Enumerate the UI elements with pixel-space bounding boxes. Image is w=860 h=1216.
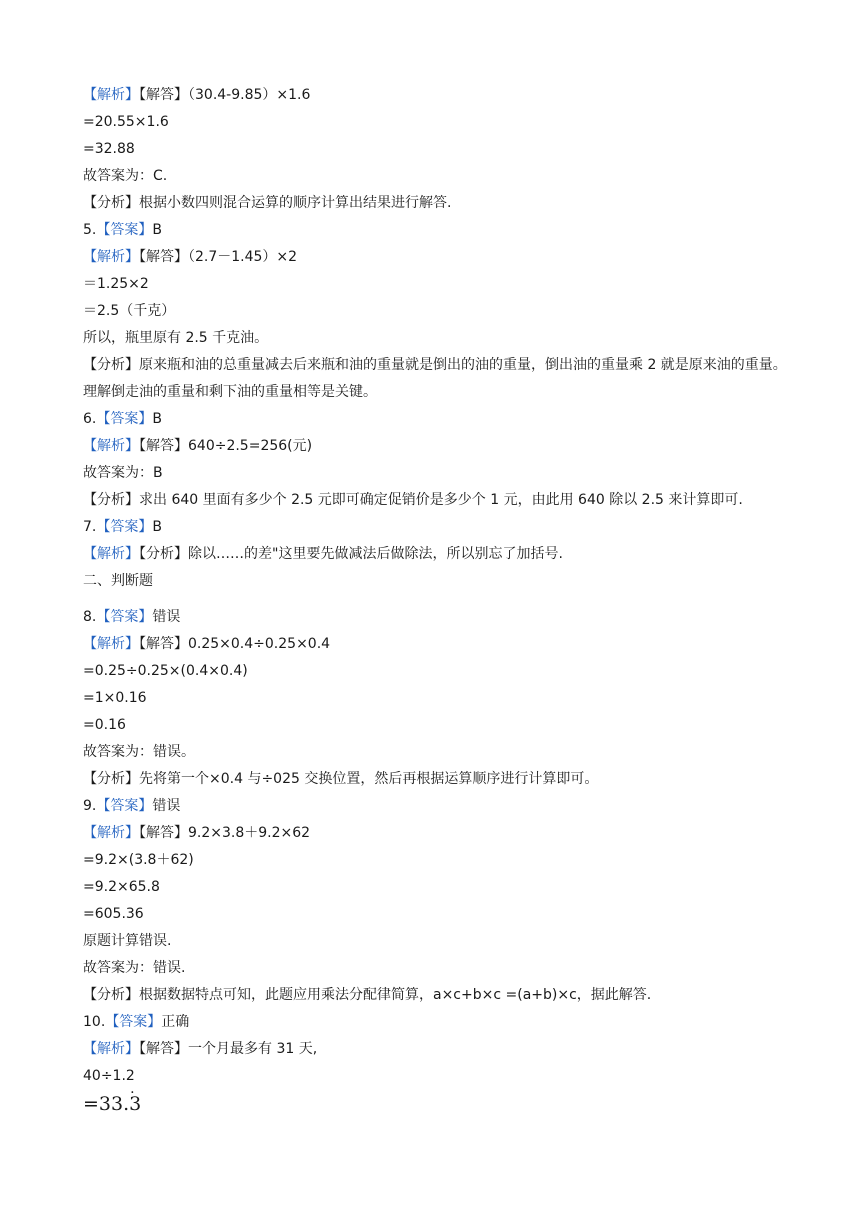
- q7-analysis: [83, 541, 800, 568]
- q6-analysis: [83, 487, 800, 514]
- tag-fenxi: 【分析】: [83, 771, 139, 787]
- q10-answer: 正确: [161, 1014, 190, 1030]
- tag-daan: 【答案】: [96, 609, 153, 625]
- q4-conclusion: 故答案为：C.: [83, 168, 168, 184]
- q6-number: 6.: [83, 411, 97, 427]
- tag-jieda: 【解答】: [139, 249, 188, 265]
- q4-analysis-text: 根据小数四则混合运算的顺序计算出结果进行解答.: [139, 195, 452, 211]
- q4-analysis: [83, 190, 800, 217]
- q10-step-2: [83, 1091, 800, 1118]
- q5-step-1: ＝1.25×2: [83, 276, 149, 292]
- q10-number: 10.: [83, 1014, 106, 1030]
- q9-answer: 错误: [152, 798, 181, 814]
- tag-fenxi: 【分析】: [83, 987, 139, 1003]
- tag-jiexi: 【解析】: [83, 546, 139, 562]
- q5-number: 5.: [83, 222, 97, 238]
- q6-answer-line: [83, 406, 800, 433]
- tag-fenxi: 【分析】: [139, 546, 188, 562]
- q9-step-2: =9.2×65.8: [83, 879, 160, 895]
- q9-analysis-text: 根据数据特点可知，此题应用乘法分配律简算，a×c+b×c =(a+b)×c，据此解答.: [139, 987, 652, 1003]
- tag-jieda: 【解答】: [139, 438, 188, 454]
- q4-step-1: =20.55×1.6: [83, 114, 169, 130]
- q7-number: 7.: [83, 519, 97, 535]
- q8-analysis-text: 先将第一个×0.4 与÷025 交换位置，然后再根据运算顺序进行计算即可。: [139, 771, 599, 787]
- q10-expr: 一个月最多有 31 天,: [188, 1041, 318, 1057]
- q10-step-2-prefix: =33.: [83, 1093, 130, 1115]
- q5-answer-line: [83, 217, 800, 244]
- tag-daan: 【答案】: [96, 411, 153, 427]
- q5-conclusion: 所以，瓶里原有 2.5 千克油。: [83, 330, 269, 346]
- q7-answer: B: [152, 519, 162, 535]
- q9-analysis: [83, 982, 800, 1009]
- q5-answer: B: [152, 222, 162, 238]
- q8-answer: 错误: [152, 609, 181, 625]
- tag-daan: 【答案】: [105, 1014, 162, 1030]
- q5-step-2: ＝2.5（千克）: [83, 303, 176, 319]
- q4-expr: （30.4-9.85）×1.6: [188, 87, 311, 103]
- tag-jieda: 【解答】: [139, 636, 188, 652]
- tag-jiexi: 【解析】: [83, 1041, 139, 1057]
- q9-step-1: =9.2×(3.8＋62): [83, 852, 194, 868]
- repeating-digit: 3 ·: [129, 1093, 141, 1115]
- q4-solution-line: [83, 82, 800, 109]
- q7-answer-line: [83, 514, 800, 541]
- q8-step-2: =1×0.16: [83, 690, 147, 706]
- q8-step-3: =0.16: [83, 717, 126, 733]
- q5-expr: （2.7－1.45）×2: [188, 249, 298, 265]
- tag-fenxi: 【分析】: [83, 492, 139, 508]
- q8-analysis: [83, 766, 800, 793]
- tag-jiexi: 【解析】: [83, 249, 139, 265]
- tag-daan: 【答案】: [96, 798, 153, 814]
- tag-daan: 【答案】: [96, 519, 153, 535]
- q9-solution-line: [83, 820, 800, 847]
- q9-note: 原题计算错误.: [83, 933, 172, 949]
- tag-jieda: 【解答】: [139, 1041, 188, 1057]
- q8-conclusion: 故答案为：错误。: [83, 744, 195, 760]
- q6-answer: B: [152, 411, 162, 427]
- q9-conclusion: 故答案为：错误.: [83, 960, 186, 976]
- q4-step-2: =32.88: [83, 141, 135, 157]
- tag-jieda: 【解答】: [139, 825, 188, 841]
- q5-solution-line: [83, 244, 800, 271]
- q9-number: 9.: [83, 798, 97, 814]
- q8-answer-line: [83, 604, 800, 631]
- q6-expr: 640÷2.5=256(元): [188, 438, 313, 454]
- q6-analysis-text: 求出 640 里面有多少个 2.5 元即可确定促销价是多少个 1 元，由此用 640 除以 2.5 来计算即可.: [139, 492, 743, 508]
- q9-step-3: =605.36: [83, 906, 144, 922]
- q5-analysis: [83, 352, 800, 406]
- tag-jiexi: 【解析】: [83, 87, 139, 103]
- tag-jieda: 【解答】: [139, 87, 188, 103]
- tag-jiexi: 【解析】: [83, 636, 139, 652]
- tag-jiexi: 【解析】: [83, 438, 139, 454]
- section-heading: 二、判断题: [83, 573, 153, 589]
- q8-solution-line: [83, 631, 800, 658]
- q10-answer-line: [83, 1009, 800, 1036]
- q8-number: 8.: [83, 609, 97, 625]
- q8-expr: 0.25×0.4÷0.25×0.4: [188, 636, 331, 652]
- q6-conclusion: 故答案为：B: [83, 465, 163, 481]
- tag-fenxi: 【分析】: [83, 195, 139, 211]
- q9-answer-line: [83, 793, 800, 820]
- q10-step-1: 40÷1.2: [83, 1068, 135, 1084]
- tag-daan: 【答案】: [96, 222, 153, 238]
- q9-expr: 9.2×3.8＋9.2×62: [188, 825, 311, 841]
- tag-jiexi: 【解析】: [83, 825, 139, 841]
- q5-analysis-text: 原来瓶和油的总重量减去后来瓶和油的重量就是倒出的油的重量，倒出油的重量乘 2 就是原来油的重量。理解倒走油的重量和剩下油的重量相等是关键。: [83, 357, 787, 400]
- q10-solution-line: [83, 1036, 800, 1063]
- q8-step-1: =0.25÷0.25×(0.4×0.4): [83, 663, 248, 679]
- q6-solution-line: [83, 433, 800, 460]
- q7-analysis-text: 除以……的差"这里要先做减法后做除法，所以别忘了加括号.: [188, 546, 563, 562]
- tag-fenxi: 【分析】: [83, 357, 139, 373]
